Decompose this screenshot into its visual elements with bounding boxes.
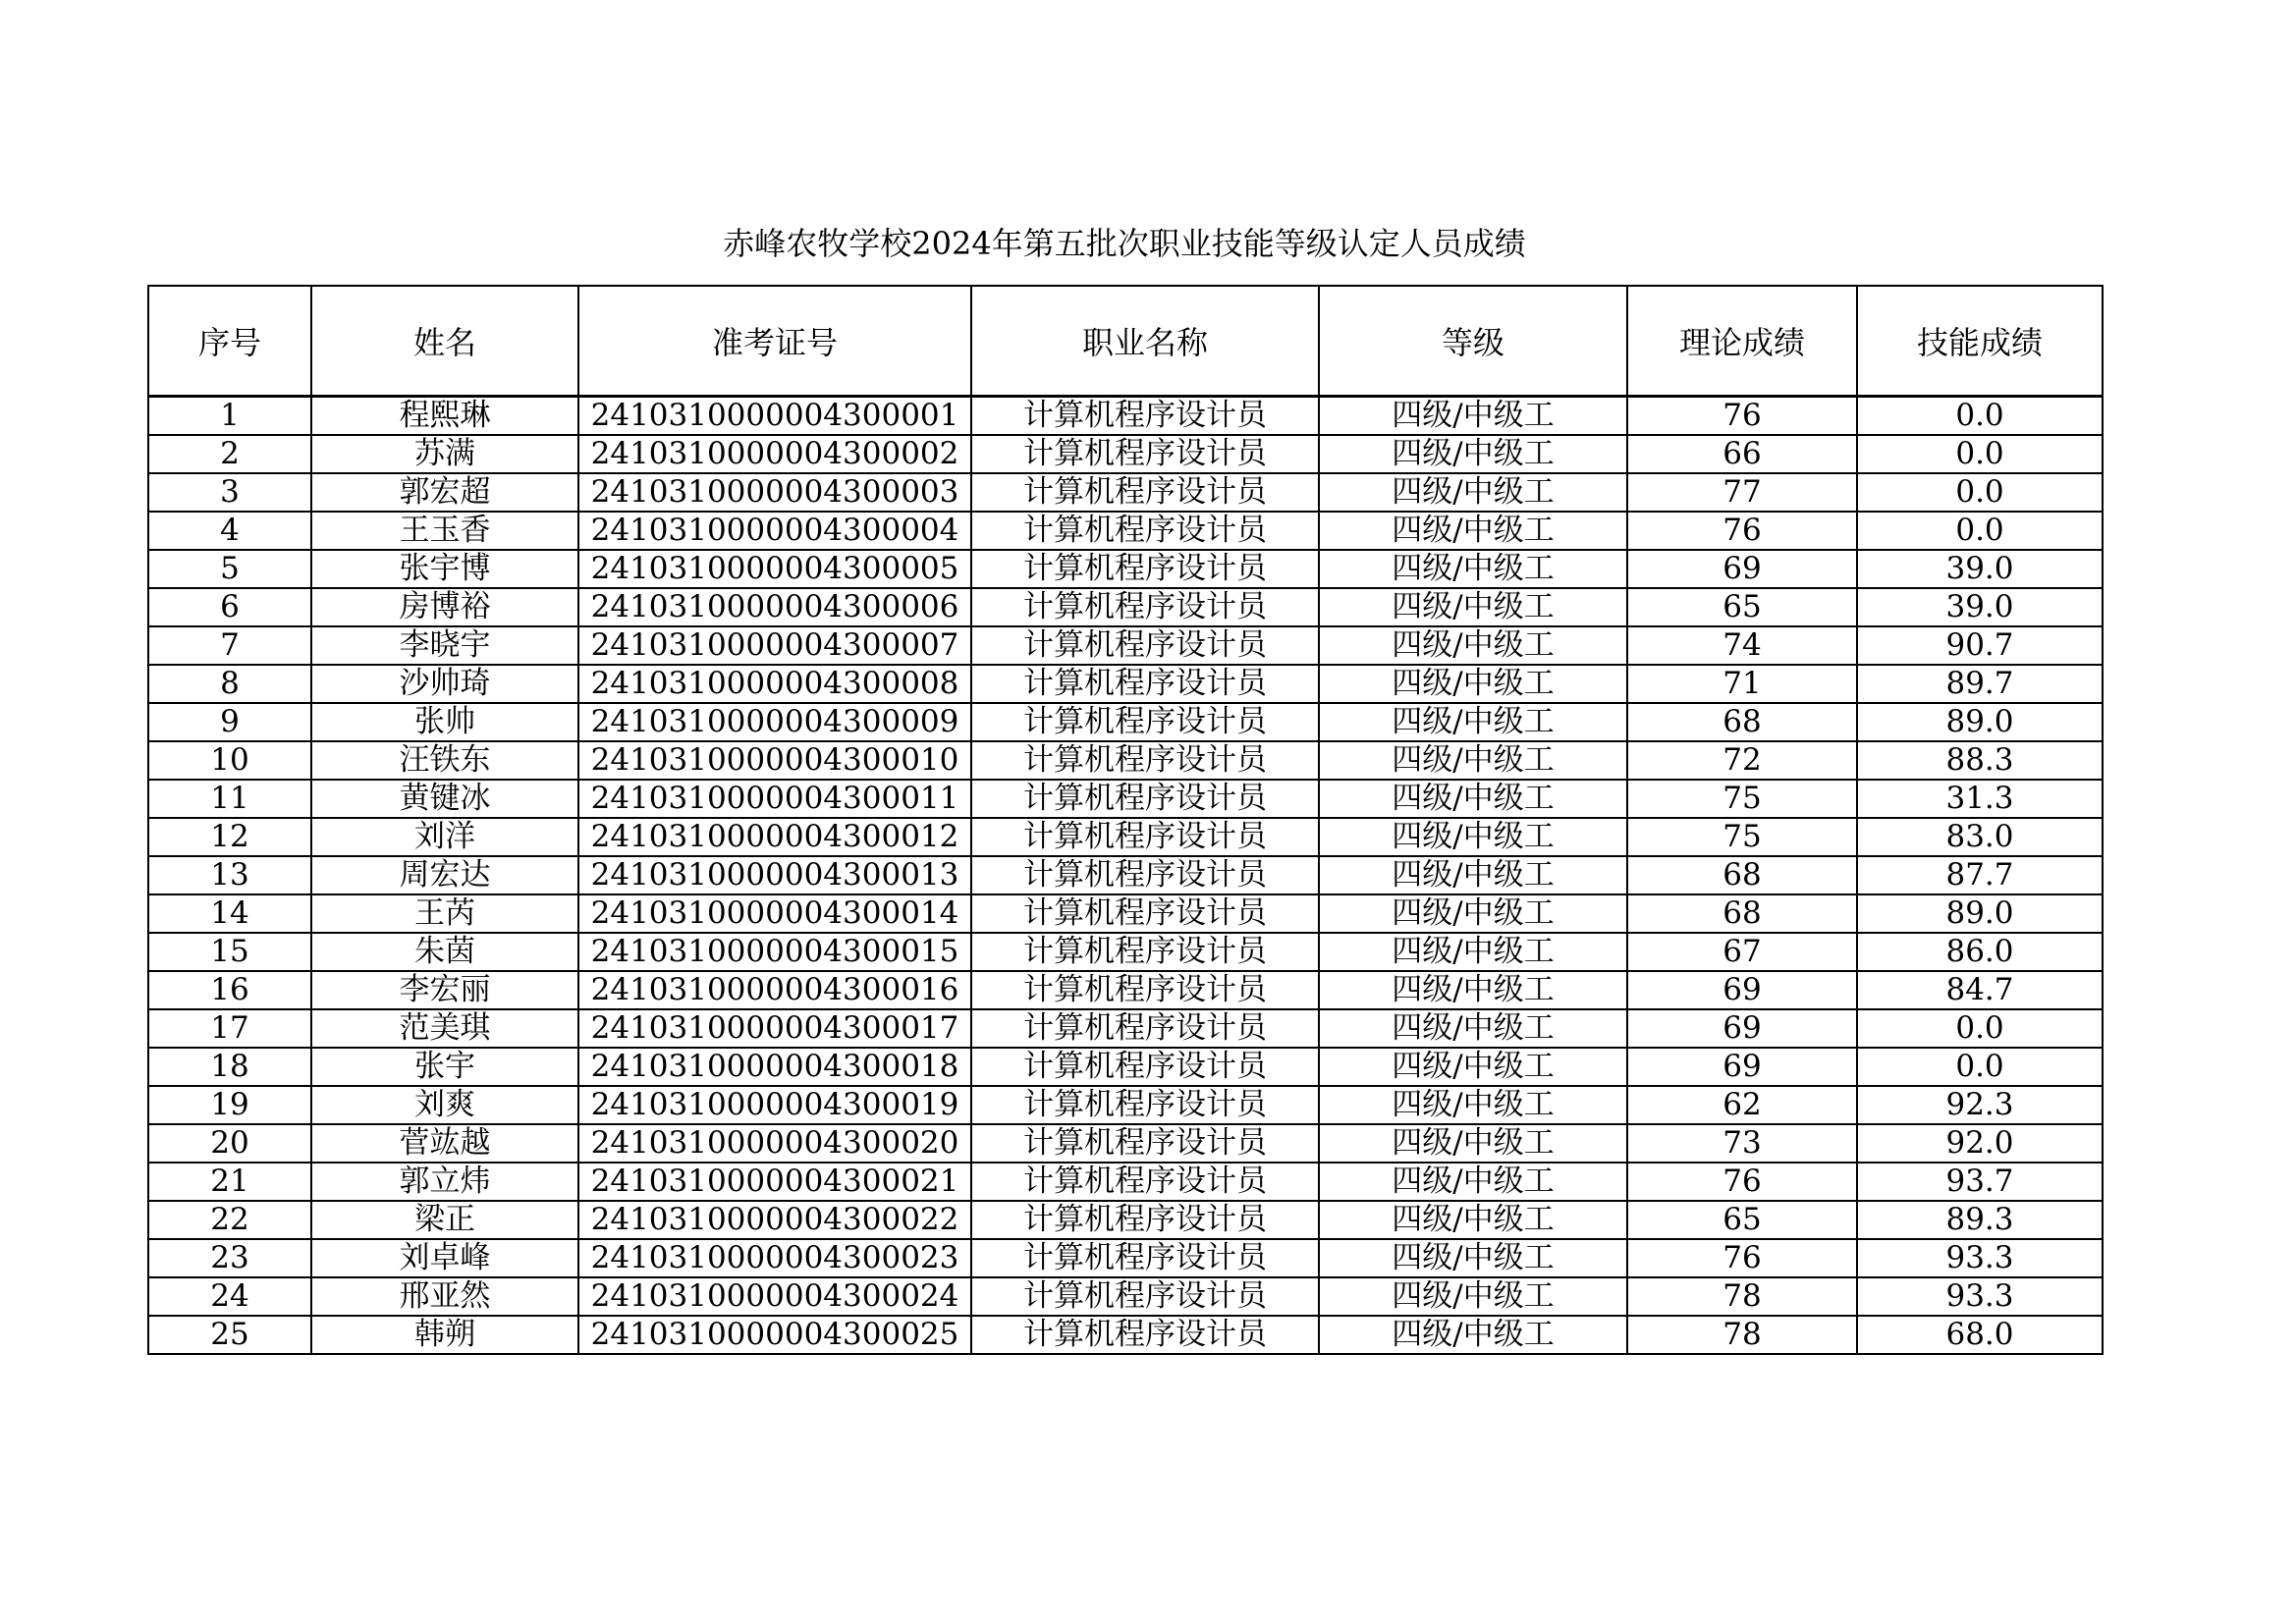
cell-exam-ticket-number: 2410310000004300003 <box>578 473 971 512</box>
cell-exam-ticket-number: 2410310000004300020 <box>578 1124 971 1163</box>
cell-exam-ticket-number: 2410310000004300023 <box>578 1239 971 1277</box>
cell-skill-score: 68.0 <box>1857 1316 2103 1354</box>
cell-skill-score: 93.7 <box>1857 1163 2103 1201</box>
table-row <box>148 1009 2103 1048</box>
cell-exam-ticket-number: 2410310000004300014 <box>578 894 971 933</box>
cell-level: 四级/中级工 <box>1319 665 1627 703</box>
cell-level: 四级/中级工 <box>1319 588 1627 626</box>
cell-skill-score: 0.0 <box>1857 1048 2103 1086</box>
cell-occupation: 计算机程序设计员 <box>971 856 1319 894</box>
cell-serial-number: 8 <box>148 665 311 703</box>
cell-name: 刘洋 <box>311 818 578 856</box>
cell-occupation: 计算机程序设计员 <box>971 1316 1319 1354</box>
cell-theory-score: 71 <box>1627 665 1857 703</box>
cell-exam-ticket-number: 2410310000004300004 <box>578 512 971 550</box>
table-row <box>148 971 2103 1009</box>
cell-exam-ticket-number: 2410310000004300024 <box>578 1277 971 1316</box>
cell-level: 四级/中级工 <box>1319 971 1627 1009</box>
cell-exam-ticket-number: 2410310000004300008 <box>578 665 971 703</box>
cell-name: 周宏达 <box>311 856 578 894</box>
table-row <box>148 1124 2103 1163</box>
cell-serial-number: 20 <box>148 1124 311 1163</box>
cell-serial-number: 4 <box>148 512 311 550</box>
cell-serial-number: 6 <box>148 588 311 626</box>
header-occupation: 职业名称 <box>971 286 1319 397</box>
cell-theory-score: 78 <box>1627 1277 1857 1316</box>
cell-occupation: 计算机程序设计员 <box>971 397 1319 436</box>
table-row <box>148 473 2103 512</box>
cell-exam-ticket-number: 2410310000004300012 <box>578 818 971 856</box>
cell-skill-score: 0.0 <box>1857 435 2103 473</box>
cell-skill-score: 89.3 <box>1857 1201 2103 1239</box>
cell-level: 四级/中级工 <box>1319 933 1627 971</box>
cell-name: 邢亚然 <box>311 1277 578 1316</box>
cell-theory-score: 73 <box>1627 1124 1857 1163</box>
cell-occupation: 计算机程序设计员 <box>971 626 1319 665</box>
table-row <box>148 1163 2103 1201</box>
cell-level: 四级/中级工 <box>1319 1048 1627 1086</box>
table-row <box>148 397 2103 436</box>
cell-theory-score: 62 <box>1627 1086 1857 1124</box>
cell-name: 郭宏超 <box>311 473 578 512</box>
cell-occupation: 计算机程序设计员 <box>971 1048 1319 1086</box>
cell-serial-number: 5 <box>148 550 311 588</box>
cell-theory-score: 66 <box>1627 435 1857 473</box>
table-header-row <box>148 286 2103 397</box>
header-name: 姓名 <box>311 286 578 397</box>
cell-name: 张宇 <box>311 1048 578 1086</box>
cell-name: 李晓宇 <box>311 626 578 665</box>
cell-exam-ticket-number: 2410310000004300016 <box>578 971 971 1009</box>
cell-level: 四级/中级工 <box>1319 1277 1627 1316</box>
cell-occupation: 计算机程序设计员 <box>971 512 1319 550</box>
cell-skill-score: 92.3 <box>1857 1086 2103 1124</box>
cell-name: 房博裕 <box>311 588 578 626</box>
cell-level: 四级/中级工 <box>1319 856 1627 894</box>
cell-occupation: 计算机程序设计员 <box>971 435 1319 473</box>
cell-skill-score: 93.3 <box>1857 1239 2103 1277</box>
table-row <box>148 780 2103 818</box>
cell-theory-score: 76 <box>1627 1163 1857 1201</box>
cell-theory-score: 76 <box>1627 1239 1857 1277</box>
cell-level: 四级/中级工 <box>1319 473 1627 512</box>
cell-serial-number: 9 <box>148 703 311 741</box>
cell-level: 四级/中级工 <box>1319 1316 1627 1354</box>
cell-level: 四级/中级工 <box>1319 1239 1627 1277</box>
cell-occupation: 计算机程序设计员 <box>971 665 1319 703</box>
cell-serial-number: 15 <box>148 933 311 971</box>
cell-theory-score: 69 <box>1627 971 1857 1009</box>
table-row <box>148 550 2103 588</box>
cell-occupation: 计算机程序设计员 <box>971 473 1319 512</box>
cell-skill-score: 0.0 <box>1857 397 2103 436</box>
cell-level: 四级/中级工 <box>1319 780 1627 818</box>
cell-exam-ticket-number: 2410310000004300025 <box>578 1316 971 1354</box>
cell-occupation: 计算机程序设计员 <box>971 703 1319 741</box>
cell-skill-score: 39.0 <box>1857 588 2103 626</box>
cell-level: 四级/中级工 <box>1319 397 1627 436</box>
cell-exam-ticket-number: 2410310000004300013 <box>578 856 971 894</box>
cell-name: 刘爽 <box>311 1086 578 1124</box>
cell-occupation: 计算机程序设计员 <box>971 1163 1319 1201</box>
table-row <box>148 1239 2103 1277</box>
cell-theory-score: 76 <box>1627 397 1857 436</box>
table-row <box>148 512 2103 550</box>
cell-exam-ticket-number: 2410310000004300018 <box>578 1048 971 1086</box>
cell-occupation: 计算机程序设计员 <box>971 588 1319 626</box>
cell-level: 四级/中级工 <box>1319 818 1627 856</box>
cell-theory-score: 68 <box>1627 856 1857 894</box>
cell-level: 四级/中级工 <box>1319 1201 1627 1239</box>
cell-serial-number: 19 <box>148 1086 311 1124</box>
table-row <box>148 818 2103 856</box>
cell-name: 王芮 <box>311 894 578 933</box>
cell-occupation: 计算机程序设计员 <box>971 894 1319 933</box>
cell-occupation: 计算机程序设计员 <box>971 1124 1319 1163</box>
cell-exam-ticket-number: 2410310000004300021 <box>578 1163 971 1201</box>
cell-serial-number: 18 <box>148 1048 311 1086</box>
cell-occupation: 计算机程序设计员 <box>971 550 1319 588</box>
cell-exam-ticket-number: 2410310000004300017 <box>578 1009 971 1048</box>
header-serial-number: 序号 <box>148 286 311 397</box>
cell-name: 韩朔 <box>311 1316 578 1354</box>
cell-exam-ticket-number: 2410310000004300005 <box>578 550 971 588</box>
cell-level: 四级/中级工 <box>1319 512 1627 550</box>
cell-serial-number: 2 <box>148 435 311 473</box>
cell-exam-ticket-number: 2410310000004300007 <box>578 626 971 665</box>
table-row <box>148 665 2103 703</box>
table-row <box>148 933 2103 971</box>
cell-theory-score: 74 <box>1627 626 1857 665</box>
cell-serial-number: 21 <box>148 1163 311 1201</box>
cell-theory-score: 69 <box>1627 1048 1857 1086</box>
header-level: 等级 <box>1319 286 1627 397</box>
cell-theory-score: 68 <box>1627 703 1857 741</box>
table-row <box>148 703 2103 741</box>
cell-name: 苏满 <box>311 435 578 473</box>
cell-name: 范美琪 <box>311 1009 578 1048</box>
cell-theory-score: 77 <box>1627 473 1857 512</box>
cell-level: 四级/中级工 <box>1319 1163 1627 1201</box>
table-body <box>148 397 2103 1355</box>
cell-serial-number: 24 <box>148 1277 311 1316</box>
cell-skill-score: 88.3 <box>1857 741 2103 780</box>
cell-occupation: 计算机程序设计员 <box>971 780 1319 818</box>
cell-exam-ticket-number: 2410310000004300010 <box>578 741 971 780</box>
cell-occupation: 计算机程序设计员 <box>971 1239 1319 1277</box>
cell-exam-ticket-number: 2410310000004300002 <box>578 435 971 473</box>
cell-name: 沙帅琦 <box>311 665 578 703</box>
table-row <box>148 1277 2103 1316</box>
cell-skill-score: 0.0 <box>1857 512 2103 550</box>
cell-skill-score: 0.0 <box>1857 1009 2103 1048</box>
cell-name: 李宏丽 <box>311 971 578 1009</box>
table-row <box>148 856 2103 894</box>
table-row <box>148 588 2103 626</box>
cell-name: 黄键冰 <box>311 780 578 818</box>
table-row <box>148 435 2103 473</box>
cell-occupation: 计算机程序设计员 <box>971 933 1319 971</box>
cell-skill-score: 87.7 <box>1857 856 2103 894</box>
cell-exam-ticket-number: 2410310000004300019 <box>578 1086 971 1124</box>
cell-serial-number: 17 <box>148 1009 311 1048</box>
cell-name: 梁正 <box>311 1201 578 1239</box>
cell-level: 四级/中级工 <box>1319 435 1627 473</box>
cell-level: 四级/中级工 <box>1319 703 1627 741</box>
cell-skill-score: 89.0 <box>1857 894 2103 933</box>
cell-theory-score: 69 <box>1627 550 1857 588</box>
cell-skill-score: 0.0 <box>1857 473 2103 512</box>
cell-exam-ticket-number: 2410310000004300001 <box>578 397 971 436</box>
cell-skill-score: 31.3 <box>1857 780 2103 818</box>
cell-occupation: 计算机程序设计员 <box>971 971 1319 1009</box>
cell-name: 朱茵 <box>311 933 578 971</box>
score-table <box>147 285 2104 1355</box>
cell-level: 四级/中级工 <box>1319 1124 1627 1163</box>
cell-name: 郭立炜 <box>311 1163 578 1201</box>
cell-name: 张宇博 <box>311 550 578 588</box>
cell-serial-number: 25 <box>148 1316 311 1354</box>
cell-occupation: 计算机程序设计员 <box>971 1201 1319 1239</box>
table-row <box>148 626 2103 665</box>
cell-level: 四级/中级工 <box>1319 1086 1627 1124</box>
cell-level: 四级/中级工 <box>1319 626 1627 665</box>
cell-serial-number: 14 <box>148 894 311 933</box>
table-row <box>148 1086 2103 1124</box>
cell-skill-score: 86.0 <box>1857 933 2103 971</box>
cell-exam-ticket-number: 2410310000004300015 <box>578 933 971 971</box>
table-row <box>148 894 2103 933</box>
cell-name: 刘卓峰 <box>311 1239 578 1277</box>
cell-skill-score: 92.0 <box>1857 1124 2103 1163</box>
header-exam-ticket-number: 准考证号 <box>578 286 971 397</box>
cell-serial-number: 23 <box>148 1239 311 1277</box>
cell-occupation: 计算机程序设计员 <box>971 1009 1319 1048</box>
cell-skill-score: 89.7 <box>1857 665 2103 703</box>
cell-exam-ticket-number: 2410310000004300022 <box>578 1201 971 1239</box>
cell-skill-score: 89.0 <box>1857 703 2103 741</box>
cell-occupation: 计算机程序设计员 <box>971 1277 1319 1316</box>
cell-theory-score: 72 <box>1627 741 1857 780</box>
cell-serial-number: 10 <box>148 741 311 780</box>
cell-exam-ticket-number: 2410310000004300011 <box>578 780 971 818</box>
cell-theory-score: 65 <box>1627 1201 1857 1239</box>
cell-level: 四级/中级工 <box>1319 1009 1627 1048</box>
cell-theory-score: 68 <box>1627 894 1857 933</box>
cell-level: 四级/中级工 <box>1319 894 1627 933</box>
cell-skill-score: 83.0 <box>1857 818 2103 856</box>
cell-theory-score: 75 <box>1627 780 1857 818</box>
cell-theory-score: 65 <box>1627 588 1857 626</box>
cell-occupation: 计算机程序设计员 <box>971 1086 1319 1124</box>
cell-serial-number: 1 <box>148 397 311 436</box>
cell-serial-number: 3 <box>148 473 311 512</box>
cell-skill-score: 93.3 <box>1857 1277 2103 1316</box>
cell-serial-number: 11 <box>148 780 311 818</box>
cell-skill-score: 90.7 <box>1857 626 2103 665</box>
cell-serial-number: 22 <box>148 1201 311 1239</box>
cell-name: 王玉香 <box>311 512 578 550</box>
cell-name: 程熙琳 <box>311 397 578 436</box>
header-theory-score: 理论成绩 <box>1627 286 1857 397</box>
cell-theory-score: 76 <box>1627 512 1857 550</box>
cell-theory-score: 78 <box>1627 1316 1857 1354</box>
cell-theory-score: 69 <box>1627 1009 1857 1048</box>
cell-theory-score: 67 <box>1627 933 1857 971</box>
cell-theory-score: 75 <box>1627 818 1857 856</box>
table-row <box>148 1316 2103 1354</box>
table-row <box>148 741 2103 780</box>
cell-skill-score: 39.0 <box>1857 550 2103 588</box>
cell-level: 四级/中级工 <box>1319 550 1627 588</box>
table-row <box>148 1048 2103 1086</box>
cell-occupation: 计算机程序设计员 <box>971 818 1319 856</box>
cell-name: 张帅 <box>311 703 578 741</box>
cell-exam-ticket-number: 2410310000004300006 <box>578 588 971 626</box>
cell-serial-number: 7 <box>148 626 311 665</box>
cell-exam-ticket-number: 2410310000004300009 <box>578 703 971 741</box>
cell-occupation: 计算机程序设计员 <box>971 741 1319 780</box>
cell-level: 四级/中级工 <box>1319 741 1627 780</box>
cell-name: 菅竑越 <box>311 1124 578 1163</box>
cell-serial-number: 13 <box>148 856 311 894</box>
document-title: 赤峰农牧学校2024年第五批次职业技能等级认定人员成绩 <box>723 225 1526 262</box>
cell-serial-number: 12 <box>148 818 311 856</box>
header-skill-score: 技能成绩 <box>1857 286 2103 397</box>
table-row <box>148 1201 2103 1239</box>
cell-name: 汪铁东 <box>311 741 578 780</box>
cell-skill-score: 84.7 <box>1857 971 2103 1009</box>
cell-serial-number: 16 <box>148 971 311 1009</box>
